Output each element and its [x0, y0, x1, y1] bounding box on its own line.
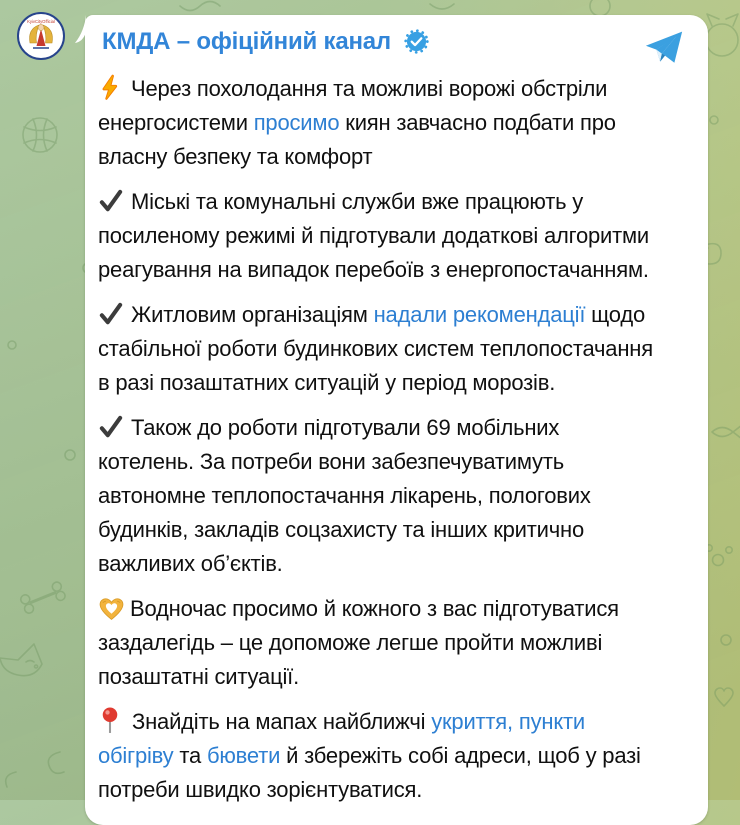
inline-link[interactable]: бювети	[206, 743, 281, 768]
paragraph-text: Житловим організаціям	[131, 302, 374, 327]
heart-hands-icon	[98, 596, 125, 621]
check-icon	[98, 414, 124, 440]
inline-link[interactable]: надали рекомендації	[373, 302, 586, 327]
message-paragraph	[98, 72, 660, 174]
check-icon	[98, 301, 124, 327]
verified-badge-icon	[404, 29, 429, 59]
paragraph-text: Водночас просимо й кожного з вас підготуватися заздалегідь – це допоможе легше пройти можливі позаштатні ситуації.	[98, 596, 619, 689]
paragraph-text: щодо стабільної роботи будинкових систем теплопостачання в разі позаштатних ситуацій у період морозів.	[98, 302, 653, 395]
message-paragraph	[98, 705, 660, 807]
channel-name[interactable]: КМДА – офіційний канал	[102, 28, 391, 55]
inline-link[interactable]: пункти обігріву	[98, 709, 585, 768]
paragraph-text: Через похолодання та можливі ворожі обстріли енергосистеми	[98, 76, 608, 135]
message-paragraph	[98, 298, 660, 400]
lightning-icon	[98, 74, 123, 101]
paragraph-text: та	[173, 743, 207, 768]
message-paragraph	[98, 592, 660, 694]
message-paragraph	[98, 185, 660, 287]
inline-link[interactable]: укриття,	[431, 709, 513, 734]
avatar-caption: KyivCityOfficial	[27, 19, 55, 24]
paragraph-text: Також до роботи підготували 69 мобільних котелень. За потреби вони забезпечуватимуть автономне теплопостачання лікарень, пологових будинків, закладів соцзахисту та інших критично важливих об’єктів.	[98, 415, 591, 576]
message-bubble	[85, 15, 708, 825]
paragraph-text: Знайдіть на мапах найближчі	[132, 709, 432, 734]
inline-link[interactable]: просимо	[253, 110, 340, 135]
telegram-plane-icon[interactable]	[644, 31, 684, 70]
paragraph-text: Міські та комунальні служби вже працюють у посиленому режимі й підготували додаткові алгоритми реагування на випадок перебоїв з енергопостачанням.	[98, 189, 650, 282]
check-icon	[98, 188, 124, 214]
bubble-tail	[75, 15, 86, 45]
message-body	[98, 72, 660, 807]
paragraph-text: й збережіть собі адреси, щоб у разі потреби швидко зорієнтуватися.	[98, 743, 641, 802]
paragraph-text: киян завчасно подбати про власну безпеку та комфорт	[98, 110, 616, 169]
pin-icon	[98, 707, 122, 734]
message-paragraph	[98, 411, 660, 581]
channel-avatar[interactable]	[17, 12, 65, 60]
message-header	[98, 27, 670, 59]
